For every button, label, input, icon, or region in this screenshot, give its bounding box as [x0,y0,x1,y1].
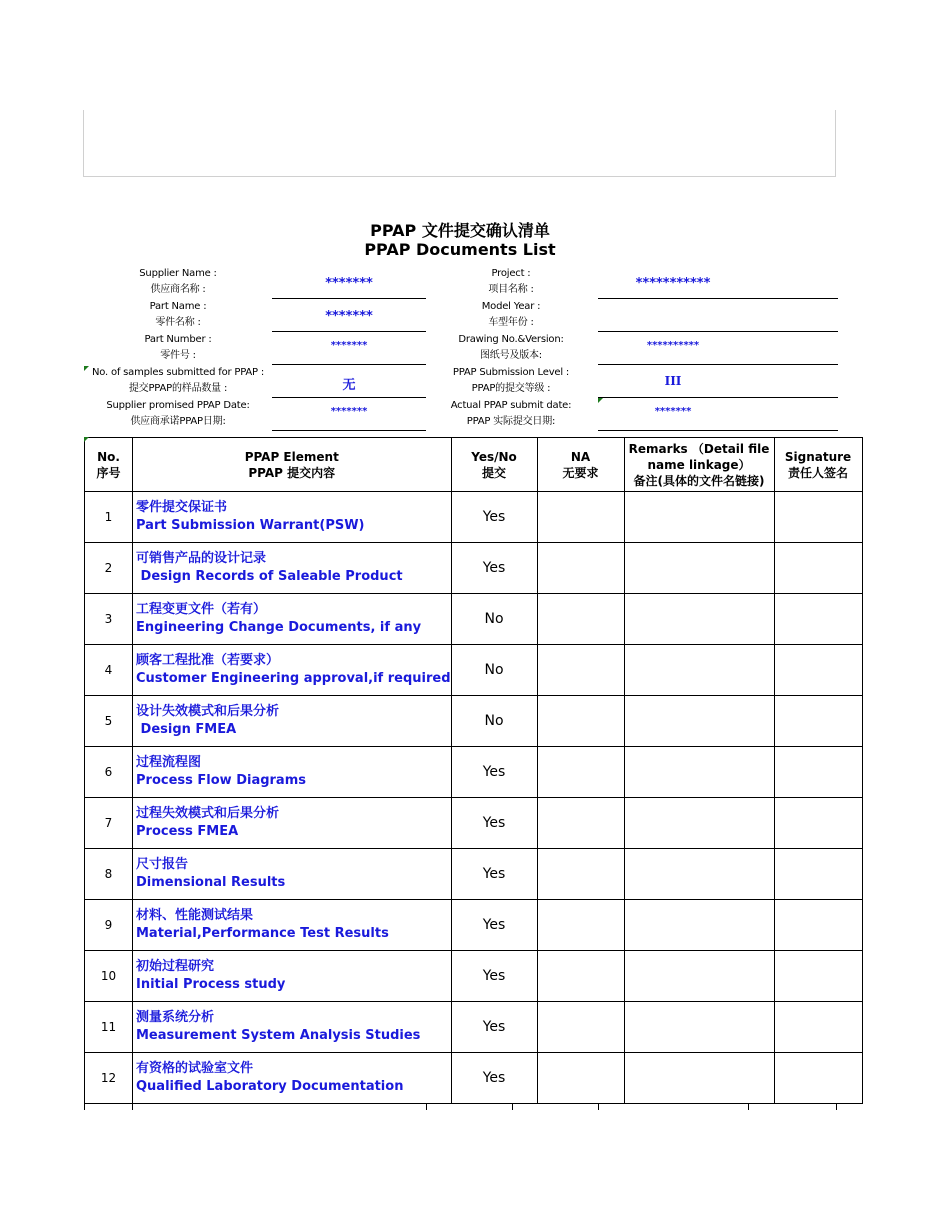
cell-comment-marker [598,398,603,403]
table-row [85,594,863,645]
ppap-element [133,798,452,849]
element-en: Process Flow Diagrams [136,773,306,788]
row-number: 9 [85,900,133,951]
row-number: 3 [85,594,133,645]
na-cell[interactable] [537,645,624,696]
row-number: 7 [85,798,133,849]
ppap-element [133,747,452,798]
ppap-element [133,900,452,951]
label-en: Supplier promised PPAP Date: [106,400,250,411]
sample-count-label [86,365,270,397]
signature-cell[interactable] [774,951,862,1002]
element-en: Material,Performance Test Results [136,926,389,941]
label-en: Project : [491,268,531,279]
element-cn: 过程失效模式和后果分析 [136,806,280,821]
element-en: Design FMEA [136,722,237,737]
na-cell[interactable] [537,492,624,543]
yes-no-cell[interactable]: Yes [451,492,537,543]
signature-cell[interactable] [774,798,862,849]
element-cn: 零件提交保证书 [136,500,228,515]
remarks-cell[interactable] [624,1002,774,1053]
element-en: Measurement System Analysis Studies [136,1028,421,1043]
underline [272,331,426,332]
element-cn: 测量系统分析 [136,1010,215,1025]
row-number: 5 [85,696,133,747]
yes-no-cell[interactable]: Yes [451,1002,537,1053]
page-title-en: PPAP Documents List [364,240,556,259]
header-en: Signature [784,449,852,464]
table-header-row [85,438,863,492]
header-en: Yes/No [471,449,517,464]
label-en: Supplier Name : [139,268,217,279]
table-row [85,1053,863,1104]
drawing-no-label [426,332,596,364]
element-en: Process FMEA [136,824,239,839]
label-cn: 车型年份 : [488,317,534,328]
col-header-yes-no [451,438,537,492]
submission-level-label [426,365,596,397]
label-en: Model Year : [481,301,541,312]
label-en: PPAP Submission Level : [452,367,570,378]
col-header-na [537,438,624,492]
table-continuation-line [748,1104,749,1110]
col-header-element [133,438,452,492]
label-cn: PPAP 实际提交日期: [466,416,556,427]
ppap-element [133,594,452,645]
yes-no-cell[interactable]: Yes [451,900,537,951]
ppap-element [133,1053,452,1104]
drawing-no-value[interactable]: ********** [646,340,700,351]
label-cn: 零件名称 : [155,317,201,328]
yes-no-cell[interactable]: Yes [451,1053,537,1104]
top-frame [83,110,836,177]
ppap-element [133,951,452,1002]
col-header-no [85,438,133,492]
model-year-label [426,299,596,331]
label-en: Drawing No.&Version: [458,334,564,345]
na-cell[interactable] [537,951,624,1002]
table-continuation-line [84,1104,85,1110]
table-row [85,798,863,849]
label-cn: 零件号 : [160,350,196,361]
table-continuation-line [426,1104,427,1110]
underline [272,364,426,365]
yes-no-cell[interactable]: Yes [451,747,537,798]
ppap-element [133,543,452,594]
row-number: 1 [85,492,133,543]
element-cn: 设计失效模式和后果分析 [136,704,280,719]
label-en: Part Number : [144,334,212,345]
element-cn: 尺寸报告 [136,857,189,872]
yes-no-cell[interactable]: Yes [451,951,537,1002]
table-row [85,543,863,594]
table-row [85,900,863,951]
supplier-name-label [86,266,270,298]
na-cell[interactable] [537,1053,624,1104]
submission-level-value[interactable]: III [664,374,682,388]
row-number: 8 [85,849,133,900]
table-row [85,747,863,798]
table-row [85,849,863,900]
row-number: 10 [85,951,133,1002]
label-cn: 供应商名称 : [150,284,206,295]
element-cn: 初始过程研究 [136,959,215,974]
remarks-cell[interactable] [624,747,774,798]
element-en: Design Records of Saleable Product [136,569,403,584]
underline [598,430,838,431]
ppap-element [133,492,452,543]
cell-comment-marker [84,437,89,442]
ppap-element [133,1002,452,1053]
remarks-cell[interactable] [624,594,774,645]
yes-no-cell[interactable]: No [451,696,537,747]
project-value[interactable]: *********** [635,276,711,291]
yes-no-cell[interactable]: No [451,594,537,645]
ppap-element [133,849,452,900]
remarks-cell[interactable] [624,900,774,951]
col-header-remarks [624,438,774,492]
na-cell[interactable] [537,696,624,747]
label-en: Actual PPAP submit date: [450,400,572,411]
part-number-label [86,332,270,364]
part-number-value[interactable]: ******* [330,340,368,351]
header-cn: PPAP 提交内容 [248,465,336,480]
signature-cell[interactable] [774,747,862,798]
remarks-cell[interactable] [624,1053,774,1104]
promised-date-value[interactable]: ******* [330,406,368,417]
signature-cell[interactable] [774,645,862,696]
remarks-cell[interactable] [624,645,774,696]
yes-no-cell[interactable]: No [451,645,537,696]
header-cn: 提交 [482,465,507,480]
ppap-element [133,696,452,747]
label-en: Part Name : [149,301,207,312]
header-en: NA [570,449,591,464]
na-cell[interactable] [537,798,624,849]
element-en: Customer Engineering approval,if required [136,671,451,686]
col-header-signature [774,438,862,492]
table-row [85,951,863,1002]
remarks-cell[interactable] [624,492,774,543]
element-cn: 顾客工程批准（若要求） [136,653,280,668]
project-label [426,266,596,298]
header-cn: 序号 [96,465,121,480]
row-number: 2 [85,543,133,594]
na-cell[interactable] [537,747,624,798]
element-cn: 过程流程图 [136,755,202,770]
element-en: Qualified Laboratory Documentation [136,1079,404,1094]
ppap-documents-table [84,437,863,1104]
ppap-element [133,645,452,696]
row-number: 4 [85,645,133,696]
underline [598,298,838,299]
label-cn: 提交PPAP的样品数量 : [128,383,228,394]
header-en: No. [97,449,120,464]
part-name-label [86,299,270,331]
element-cn: 工程变更文件（若有） [136,602,267,617]
table-row [85,696,863,747]
label-en: No. of samples submitted for PPAP : [91,367,265,378]
header-cn: 责任人签名 [788,465,849,480]
actual-date-label [426,398,596,430]
underline [272,298,426,299]
label-cn: 项目名称 : [488,284,534,295]
table-continuation-line [512,1104,513,1110]
underline [598,331,838,332]
row-number: 12 [85,1053,133,1104]
sample-count-value[interactable]: 无 [342,378,356,393]
signature-cell[interactable] [774,492,862,543]
element-cn: 有资格的试验室文件 [136,1061,254,1076]
underline [272,397,426,398]
underline [272,430,426,431]
yes-no-cell[interactable]: Yes [451,798,537,849]
na-cell[interactable] [537,1002,624,1053]
na-cell[interactable] [537,900,624,951]
header-en: PPAP Element [244,449,339,464]
signature-cell[interactable] [774,696,862,747]
header-en: Remarks （Detail file [628,441,770,456]
na-cell[interactable] [537,594,624,645]
na-cell[interactable] [537,849,624,900]
row-number: 6 [85,747,133,798]
label-cn: 图纸号及版本: [480,350,542,361]
signature-cell[interactable] [774,1053,862,1104]
element-cn: 材料、性能测试结果 [136,908,254,923]
label-cn: PPAP的提交等级 : [471,383,551,394]
remarks-cell[interactable] [624,798,774,849]
promised-date-label [86,398,270,430]
row-number: 11 [85,1002,133,1053]
signature-cell[interactable] [774,900,862,951]
remarks-cell[interactable] [624,951,774,1002]
signature-cell[interactable] [774,849,862,900]
element-en: Part Submission Warrant(PSW) [136,518,365,533]
table-row [85,492,863,543]
signature-cell[interactable] [774,594,862,645]
underline [598,364,838,365]
element-en: Engineering Change Documents, if any [136,620,422,635]
page-title-cn: PPAP 文件提交确认清单 [370,221,550,240]
yes-no-cell[interactable]: Yes [451,543,537,594]
table-continuation-line [836,1104,837,1110]
underline [598,397,838,398]
yes-no-cell[interactable]: Yes [451,849,537,900]
remarks-cell[interactable] [624,543,774,594]
signature-cell[interactable] [774,1002,862,1053]
element-en: Initial Process study [136,977,286,992]
element-cn: 可销售产品的设计记录 [136,551,267,566]
table-row [85,645,863,696]
actual-date-value[interactable]: ******* [654,406,692,417]
label-cn: 供应商承诺PPAP日期: [130,416,226,427]
header-en: name linkage） [647,457,751,472]
table-row [85,1002,863,1053]
table-continuation-line [132,1104,133,1110]
remarks-cell[interactable] [624,849,774,900]
supplier-name-value[interactable]: ******* [325,276,373,291]
na-cell[interactable] [537,543,624,594]
part-name-value[interactable]: ******* [325,309,373,324]
table-continuation-line [598,1104,599,1110]
element-en: Dimensional Results [136,875,286,890]
remarks-cell[interactable] [624,696,774,747]
header-cn: 备注(具体的文件名链接) [633,473,765,488]
signature-cell[interactable] [774,543,862,594]
header-cn: 无要求 [562,465,599,480]
